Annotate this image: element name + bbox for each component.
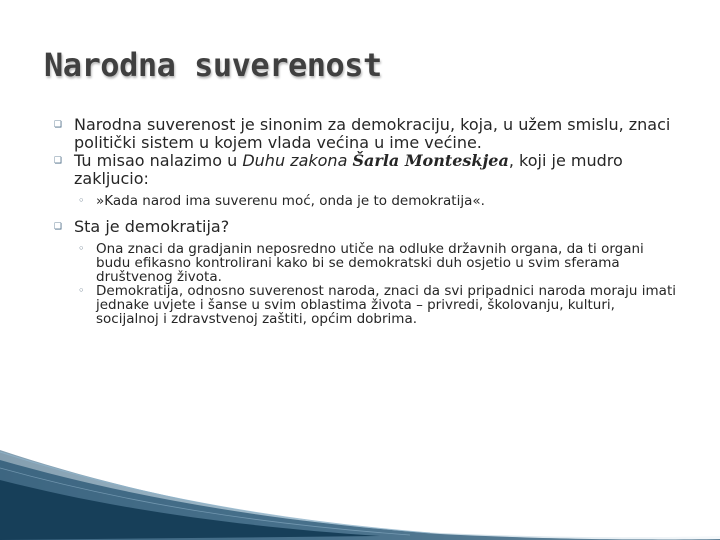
book-title: Duhu zakona (242, 151, 348, 170)
sub-bullet-text: »Kada narod ima suverenu moć, onda je to demokratija«. (96, 193, 485, 209)
sub-bullet-item (78, 194, 680, 208)
square-bullet-icon: ❏ (54, 120, 63, 130)
decorative-wave (0, 450, 720, 540)
bullet-item (54, 152, 680, 188)
bullet-text-start: Tu misao nalazimo u (74, 151, 243, 170)
sub-bullet-item (78, 284, 680, 326)
sub-bullet-text: Ona znaci da gradjanin neposredno utiče na odluke državnih organa, da ti organi budu efikasno kontrolirani kako bi se demokratski duh osjetio u svim sferama društvenog života. (96, 241, 644, 285)
sub-bullet-text: Demokratija, odnosno suverenost naroda, znaci da svi pripadnici naroda moraju imati jednake uvjete i šanse u svim oblastima života – privredi, školovanju, kulturi, socijalnoj i zdravstvenoj zaštiti, općim dobrima. (96, 283, 676, 327)
slide-title: Narodna suverenost (44, 46, 382, 84)
bullet-list (54, 116, 680, 326)
sub-bullet-item (78, 242, 680, 284)
circle-bullet-icon: ◦ (78, 284, 85, 297)
bullet-item (54, 116, 680, 152)
bullet-text-end: , koji je mudro zakljucio: (74, 151, 623, 188)
circle-bullet-icon: ◦ (78, 194, 85, 207)
circle-bullet-icon: ◦ (78, 242, 85, 255)
bullet-item (54, 218, 680, 236)
bullet-text: Sta je demokratija? (74, 217, 230, 236)
bullet-text: Narodna suverenost je sinonim za demokraciju, koja, u užem smislu, znaci politički sistem u kojem vlada većina u ime većine. (74, 115, 671, 152)
author-name: Šarla Monteskjea (352, 151, 509, 170)
square-bullet-icon: ❏ (54, 222, 63, 232)
square-bullet-icon: ❏ (54, 156, 63, 166)
